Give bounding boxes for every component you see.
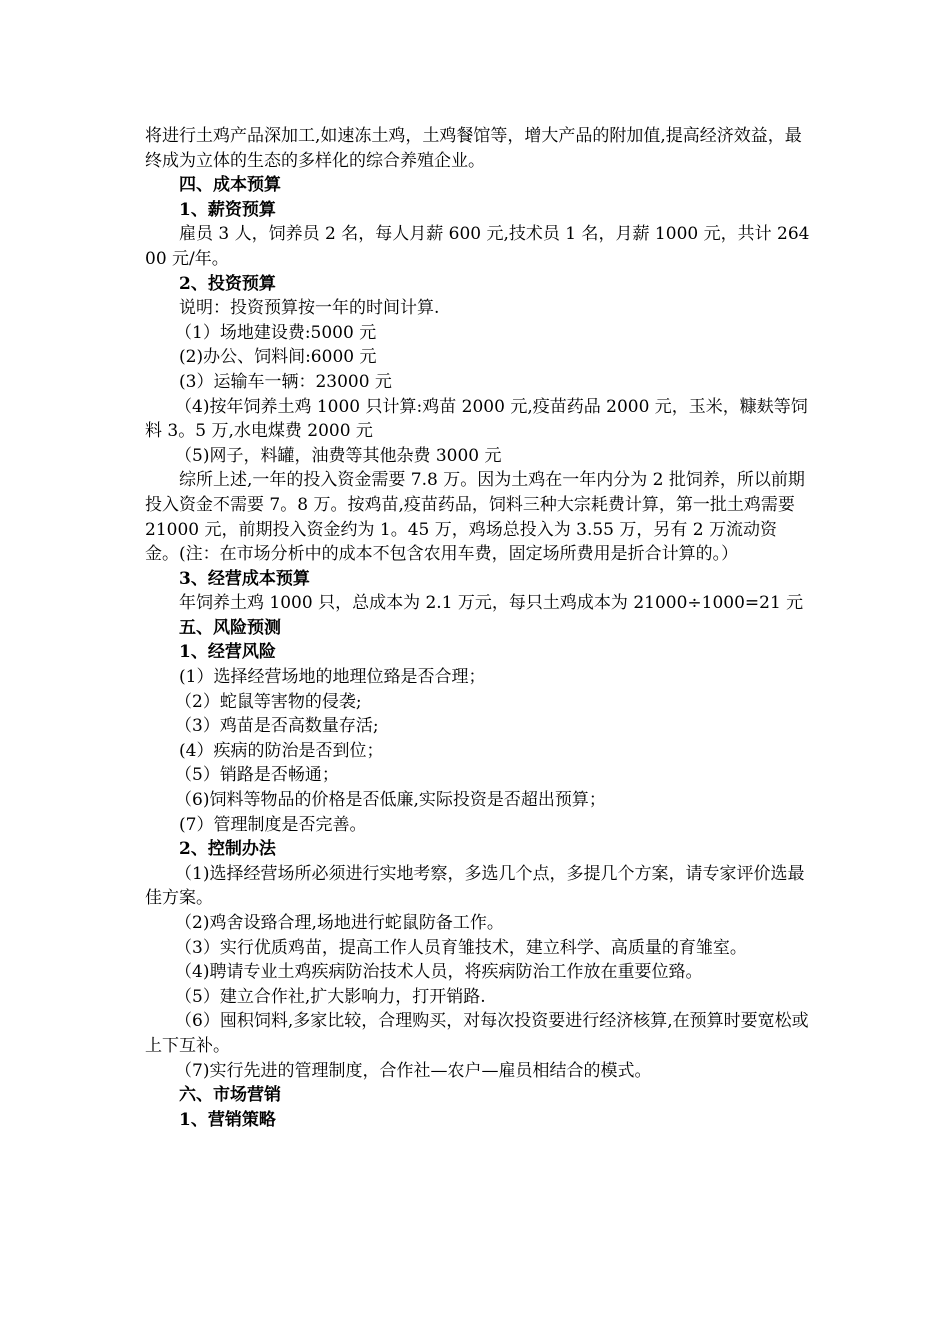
list-item-control: （1)选择经营场所必须进行实地考察，多选几个点，多提几个方案，请专家评价选最佳方案。 [145,863,805,909]
list-item-risk: (1）选择经营场地的地理位臵是否合理； [179,667,486,688]
list-item-control: （4)聘请专业土鸡疾病防治技术人员，将疾病防治工作放在重要位臵。 [175,962,703,983]
heading-control-methods: 2、控制办法 [179,839,276,860]
list-item-control: （6）囤积饲料,多家比较，合理购买，对每次投资要进行经济核算,在预算时要宽松或上下互补。 [145,1011,809,1056]
list-item-risk: （2）蛇鼠等害物的侵袭; [175,691,362,712]
list-item-risk: （5）销路是否畅通； [175,765,339,786]
heading-risk-forecast: 五、风险预测 [179,617,281,638]
list-item-risk: (7）管理制度是否完善。 [179,814,367,835]
list-item-risk: （3）鸡苗是否高数量存活; [175,716,379,737]
paragraph-intro: 将进行土鸡产品深加工,如速冻土鸡，土鸡餐馆等，增大产品的附加值,提高经济效益，最终成为立体的生态的多样化的综合养殖企业。 [145,126,802,171]
list-item-feed-cost: （4)按年饲养土鸡 1000 只计算:鸡苗 2000 元,疫苗药品 2000 元，玉米，糠麸等饲料 3。5 万,水电煤费 2000 元 [145,396,808,442]
list-item-office-cost: (2)办公、饲料间:6000 元 [179,347,377,368]
heading-cost-budget: 四、成本预算 [179,175,281,196]
list-item-vehicle-cost: (3）运输车一辆：23000 元 [179,371,392,392]
list-item-control: （7)实行先进的管理制度，合作社—农户—雇员相结合的模式。 [175,1060,652,1081]
list-item-control: （3）实行优质鸡苗，提高工作人员育雏技术，建立科学、高质量的育雏室。 [175,937,747,958]
heading-salary-budget: 1、薪资预算 [179,199,276,220]
heading-marketing-strategy: 1、营销策略 [179,1109,276,1130]
list-item-misc-cost: （5)网子，料罐，油费等其他杂费 3000 元 [175,445,502,466]
paragraph-investment-note: 说明：投资预算按一年的时间计算. [179,298,440,319]
heading-marketing: 六、市场营销 [179,1085,281,1106]
heading-investment-budget: 2、投资预算 [179,273,276,294]
list-item-site-cost: （1）场地建设费:5000 元 [175,322,377,343]
list-item-control: （2)鸡舍设臵合理,场地进行蛇鼠防备工作。 [175,913,504,933]
list-item-risk: （6)饲料等物品的价格是否低廉,实际投资是否超出预算； [175,790,606,811]
heading-operating-cost: 3、经营成本预算 [179,568,310,589]
paragraph-operating-cost: 年饲养土鸡 1000 只，总成本为 2.1 万元，每只土鸡成本为 21000÷1000=21 元 [179,593,804,614]
list-item-control: （5）建立合作社,扩大影响力，打开销路. [175,986,486,1007]
paragraph-summary: 综所上述,一年的投入资金需要 7.8 万。因为土鸡在一年内分为 2 批饲养，所以前期投入资金不需要 7。8 万。按鸡苗,疫苗药品，饲料三种大宗耗费计算，第一批土鸡需要 21000 元，前期投入资金约为 1。45 万，鸡场总投入为 3.55 万，另有 2 万流动资金。(注：在市场分析中的成本不包含农用车费，固定场所费用是折合计算的。） [145,470,805,565]
paragraph-salary: 雇员 3 人，饲养员 2 名，每人月薪 600 元,技术员 1 名，月薪 1000 元，共计 26400 元/年。 [145,224,810,269]
heading-operating-risk: 1、经营风险 [179,642,276,663]
document-body [145,124,810,1132]
list-item-risk: (4）疾病的防治是否到位； [179,740,384,761]
